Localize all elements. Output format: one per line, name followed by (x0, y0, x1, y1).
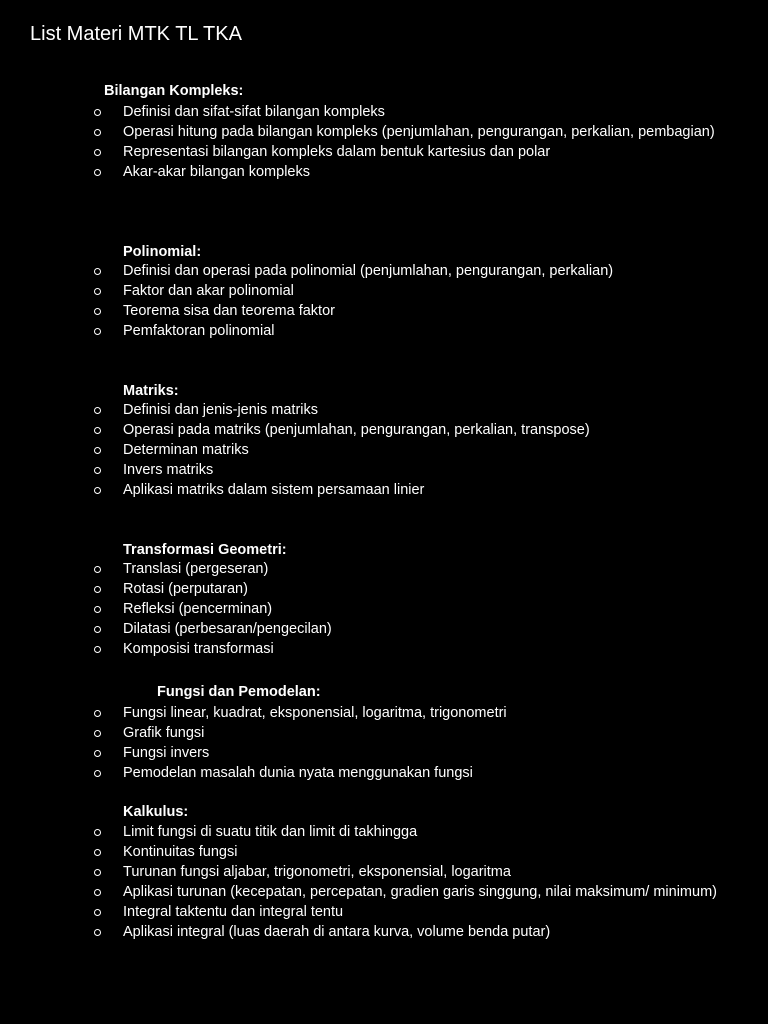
hollow-circle-bullet-icon (94, 929, 101, 936)
hollow-circle-bullet-icon (94, 129, 101, 136)
hollow-circle-bullet-icon (94, 109, 101, 116)
hollow-circle-bullet-icon (94, 626, 101, 633)
section-heading: Bilangan Kompleks: (104, 83, 244, 99)
item-text: Fungsi linear, kuadrat, eksponensial, logaritma, trigonometri (123, 705, 507, 721)
item-text: Aplikasi integral (luas daerah di antara kurva, volume benda putar) (123, 923, 551, 940)
list-item (0, 823, 768, 843)
item-text: Pemodelan masalah dunia nyata menggunakan fungsi (123, 764, 473, 781)
item-text: Aplikasi turunan (kecepatan, percepatan, gradien garis singgung, nilai maksimum/ minimum) (123, 883, 717, 900)
list-item (0, 123, 768, 143)
list-item (0, 764, 768, 784)
section-heading: Transformasi Geometri: (123, 542, 287, 558)
list-item (0, 143, 768, 163)
item-text: Definisi dan jenis-jenis matriks (123, 402, 319, 418)
item-text: Pemfaktoran polinomial (123, 322, 275, 339)
item-text: Fungsi invers (123, 744, 210, 761)
hollow-circle-bullet-icon (94, 909, 101, 916)
item-text: Refleksi (pencerminan) (123, 600, 273, 617)
list-item (0, 282, 768, 302)
section-heading: Matriks: (123, 383, 179, 399)
section-heading: Kalkulus: (123, 804, 189, 820)
item-text: Operasi hitung pada bilangan kompleks (penjumlahan, pengurangan, perkalian, pembagian) (123, 123, 715, 140)
hollow-circle-bullet-icon (94, 169, 101, 176)
hollow-circle-bullet-icon (94, 328, 101, 335)
hollow-circle-bullet-icon (94, 288, 101, 295)
item-text: Grafik fungsi (123, 724, 205, 741)
hollow-circle-bullet-icon (94, 308, 101, 315)
list-item (0, 401, 768, 421)
list-item (0, 640, 768, 660)
list-item (0, 704, 768, 724)
hollow-circle-bullet-icon (94, 447, 101, 454)
list-item (0, 843, 768, 863)
item-list (0, 560, 768, 660)
list-item (0, 883, 768, 903)
item-text: Teorema sisa dan teorema faktor (123, 302, 335, 319)
hollow-circle-bullet-icon (94, 566, 101, 573)
hollow-circle-bullet-icon (94, 849, 101, 856)
item-text: Translasi (pergeseran) (123, 561, 269, 577)
list-item (0, 481, 768, 501)
hollow-circle-bullet-icon (94, 487, 101, 494)
list-item (0, 744, 768, 764)
list-item (0, 620, 768, 640)
item-text: Operasi pada matriks (penjumlahan, pengurangan, perkalian, transpose) (123, 421, 590, 438)
item-text: Kontinuitas fungsi (123, 843, 238, 860)
item-list (0, 704, 768, 784)
item-text: Komposisi transformasi (123, 640, 274, 657)
list-item (0, 600, 768, 620)
hollow-circle-bullet-icon (94, 407, 101, 414)
hollow-circle-bullet-icon (94, 710, 101, 717)
section-heading: Polinomial: (123, 244, 202, 260)
item-text: Aplikasi matriks dalam sistem persamaan linier (123, 481, 425, 498)
item-text: Invers matriks (123, 461, 214, 478)
hollow-circle-bullet-icon (94, 427, 101, 434)
item-list (0, 401, 768, 501)
item-list (0, 823, 768, 942)
hollow-circle-bullet-icon (94, 268, 101, 275)
item-text: Determinan matriks (123, 441, 249, 458)
list-item (0, 441, 768, 461)
section-heading: Fungsi dan Pemodelan: (157, 684, 321, 700)
list-item (0, 163, 768, 183)
item-text: Representasi bilangan kompleks dalam bentuk kartesius dan polar (123, 143, 551, 160)
item-text: Rotasi (perputaran) (123, 580, 248, 597)
hollow-circle-bullet-icon (94, 730, 101, 737)
list-item (0, 262, 768, 282)
hollow-circle-bullet-icon (94, 869, 101, 876)
item-list (0, 262, 768, 342)
list-item (0, 903, 768, 923)
list-item (0, 421, 768, 441)
hollow-circle-bullet-icon (94, 646, 101, 653)
page-title: List Materi MTK TL TKA (30, 23, 242, 45)
hollow-circle-bullet-icon (94, 586, 101, 593)
item-list (0, 103, 768, 183)
list-item (0, 724, 768, 744)
hollow-circle-bullet-icon (94, 467, 101, 474)
list-item (0, 103, 768, 123)
item-text: Faktor dan akar polinomial (123, 282, 294, 299)
list-item (0, 322, 768, 342)
item-text: Akar-akar bilangan kompleks (123, 163, 310, 180)
item-text: Limit fungsi di suatu titik dan limit di takhingga (123, 824, 418, 840)
hollow-circle-bullet-icon (94, 770, 101, 777)
item-text: Dilatasi (perbesaran/pengecilan) (123, 620, 332, 637)
hollow-circle-bullet-icon (94, 750, 101, 757)
hollow-circle-bullet-icon (94, 889, 101, 896)
hollow-circle-bullet-icon (94, 606, 101, 613)
hollow-circle-bullet-icon (94, 829, 101, 836)
list-item (0, 923, 768, 943)
hollow-circle-bullet-icon (94, 149, 101, 156)
list-item (0, 560, 768, 580)
list-item (0, 580, 768, 600)
item-text: Integral taktentu dan integral tentu (123, 903, 344, 920)
item-text: Turunan fungsi aljabar, trigonometri, eksponensial, logaritma (123, 863, 511, 880)
item-text: Definisi dan sifat-sifat bilangan kompleks (123, 104, 385, 120)
list-item (0, 863, 768, 883)
item-text: Definisi dan operasi pada polinomial (penjumlahan, pengurangan, perkalian) (123, 263, 614, 279)
list-item (0, 302, 768, 322)
list-item (0, 461, 768, 481)
